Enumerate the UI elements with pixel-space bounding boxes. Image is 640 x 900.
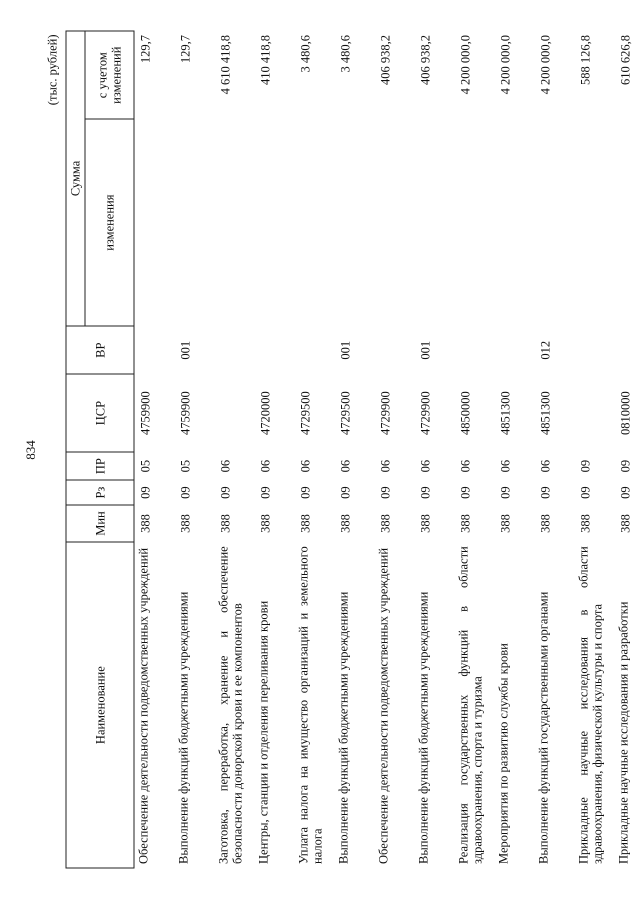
cell-min: 388 (138, 514, 153, 533)
cell-changes (575, 119, 615, 325)
cell-changes (495, 119, 535, 325)
cell-csr: 4729900 (418, 391, 433, 435)
table-row (415, 31, 455, 868)
cell-pr: 06 (458, 459, 473, 473)
cell-vr (455, 326, 495, 375)
header-vr: ВР (66, 326, 134, 375)
cell-name: Обеспечение деятельности подведомственных учреждений (136, 547, 151, 864)
cell-total: 4 200 000,0 (458, 35, 473, 95)
cell-changes (215, 119, 255, 325)
cell-name: Выполнение функций бюджетными учреждениями (416, 591, 431, 864)
cell-total: 410 418,8 (258, 35, 273, 85)
cell-rz: 09 (618, 486, 633, 499)
cell-rz: 09 (498, 486, 513, 499)
cell-changes (375, 119, 415, 325)
table-row (575, 31, 615, 868)
table-row (375, 31, 415, 868)
header-name: Наименование (66, 542, 134, 868)
cell-rz: 09 (178, 486, 193, 499)
cell-min: 388 (218, 514, 233, 533)
cell-changes (415, 119, 455, 325)
cell-changes (615, 119, 640, 325)
cell-min: 388 (418, 514, 433, 533)
cell-rz: 09 (218, 486, 233, 499)
cell-rz: 09 (458, 486, 473, 499)
cell-vr: 012 (538, 340, 553, 360)
cell-csr: 0810000 (618, 391, 633, 435)
table-row (535, 31, 575, 868)
cell-total: 610 626,8 (618, 35, 633, 85)
cell-min: 388 (458, 514, 473, 533)
cell-changes (455, 119, 495, 325)
cell-pr: 06 (498, 459, 513, 473)
cell-total: 406 938,2 (418, 35, 433, 85)
cell-rz: 09 (418, 486, 433, 499)
cell-vr (575, 326, 615, 375)
cell-csr: 4851300 (538, 391, 553, 435)
cell-total: 4 610 418,8 (218, 35, 233, 95)
cell-vr (134, 326, 175, 375)
cell-name: Обеспечение деятельности подведомственных учреждений (376, 547, 391, 864)
cell-rz: 09 (258, 486, 273, 499)
cell-total: 4 200 000,0 (498, 35, 513, 95)
cell-total: 588 126,8 (578, 35, 593, 85)
cell-vr: 001 (338, 340, 353, 360)
cell-total: 129,7 (178, 35, 193, 64)
table-row (495, 31, 535, 868)
cell-pr: 06 (418, 459, 433, 473)
cell-min: 388 (378, 514, 393, 533)
cell-vr (615, 326, 640, 375)
cell-name: Прикладные научные исследования в области здравоохранения, физической культуры и спорта (576, 546, 605, 864)
cell-changes (134, 119, 175, 325)
cell-total: 3 480,6 (298, 35, 313, 73)
cell-vr (255, 326, 295, 375)
cell-pr: 06 (218, 459, 233, 473)
cell-csr: 4759900 (178, 391, 193, 435)
cell-csr: 4850000 (458, 391, 473, 435)
cell-pr: 06 (258, 459, 273, 473)
table-row (215, 31, 255, 868)
cell-csr: 4729500 (298, 391, 313, 435)
cell-vr (375, 326, 415, 375)
cell-total: 4 200 000,0 (538, 35, 553, 95)
cell-name: Заготовка, переработка, хранение и обеспечение безопасности донорской крови и ее компонентов (216, 546, 245, 864)
cell-vr (215, 326, 255, 375)
cell-vr (495, 326, 535, 375)
cell-changes (335, 119, 375, 325)
cell-csr: 4729500 (338, 391, 353, 435)
header-min: Мин (66, 505, 134, 543)
cell-rz: 09 (138, 486, 153, 499)
table-body (134, 31, 640, 868)
table-row (615, 31, 640, 868)
header-sum: Сумма (66, 31, 85, 326)
cell-min: 388 (538, 514, 553, 533)
cell-csr: 4729900 (378, 391, 393, 435)
cell-pr: 09 (578, 459, 593, 473)
header-pr: ПР (66, 452, 134, 481)
cell-min: 388 (298, 514, 313, 533)
cell-csr: 4851300 (498, 391, 513, 435)
cell-changes (535, 119, 575, 325)
cell-pr: 09 (618, 459, 633, 473)
cell-vr: 001 (418, 340, 433, 360)
header-with-changes: с учетом изменений (85, 31, 134, 119)
cell-name: Выполнение функций бюджетными учреждениями (176, 591, 191, 864)
cell-total: 406 938,2 (378, 35, 393, 85)
header-changes: изменения (85, 119, 134, 325)
cell-name: Мероприятия по развитию службы крови (496, 643, 511, 864)
cell-rz: 09 (298, 486, 313, 499)
cell-name: Выполнение функций государственными органами (536, 591, 551, 864)
table-row (175, 31, 215, 868)
cell-name: Реализация государственных функций в области здравоохранения, спорта и туризма (456, 546, 485, 864)
table-row (335, 31, 375, 868)
cell-min: 388 (498, 514, 513, 533)
cell-csr: 4759900 (138, 391, 153, 435)
cell-rz: 09 (578, 486, 593, 499)
cell-pr: 05 (138, 459, 153, 473)
cell-rz: 09 (378, 486, 393, 499)
cell-vr (295, 326, 335, 375)
cell-csr: 4720000 (258, 391, 273, 435)
units-label: (тыс. рублей) (45, 34, 60, 106)
cell-min: 388 (258, 514, 273, 533)
table-row (455, 31, 495, 868)
budget-table-sheet (38, 25, 633, 875)
cell-rz: 09 (538, 486, 553, 499)
cell-csr (575, 374, 615, 451)
cell-min: 388 (178, 514, 193, 533)
cell-min: 388 (618, 514, 633, 533)
cell-pr: 06 (378, 459, 393, 473)
cell-name: Центры, станции и отделения переливания крови (256, 600, 271, 864)
cell-changes (295, 119, 335, 325)
cell-changes (175, 119, 215, 325)
cell-total: 129,7 (138, 35, 153, 64)
cell-name: Прикладные научные исследования и разработки (616, 601, 631, 864)
cell-rz: 09 (338, 486, 353, 499)
cell-csr (215, 374, 255, 451)
cell-pr: 06 (538, 459, 553, 473)
cell-min: 388 (578, 514, 593, 533)
cell-min: 388 (338, 514, 353, 533)
table-row (134, 31, 175, 868)
cell-changes (255, 119, 295, 325)
cell-pr: 05 (178, 459, 193, 473)
cell-vr: 001 (178, 340, 193, 360)
cell-pr: 06 (298, 459, 313, 473)
cell-name: Уплата налога на имущество организаций и земельного налога (296, 546, 325, 864)
page-number: 834 (23, 440, 38, 460)
header-csr: ЦСР (66, 374, 134, 451)
table-row (255, 31, 295, 868)
table-row (295, 31, 335, 868)
budget-table (66, 31, 640, 869)
cell-pr: 06 (338, 459, 353, 473)
header-rz: Рз (66, 480, 134, 504)
cell-name: Выполнение функций бюджетными учреждениями (336, 591, 351, 864)
cell-total: 3 480,6 (338, 35, 353, 73)
